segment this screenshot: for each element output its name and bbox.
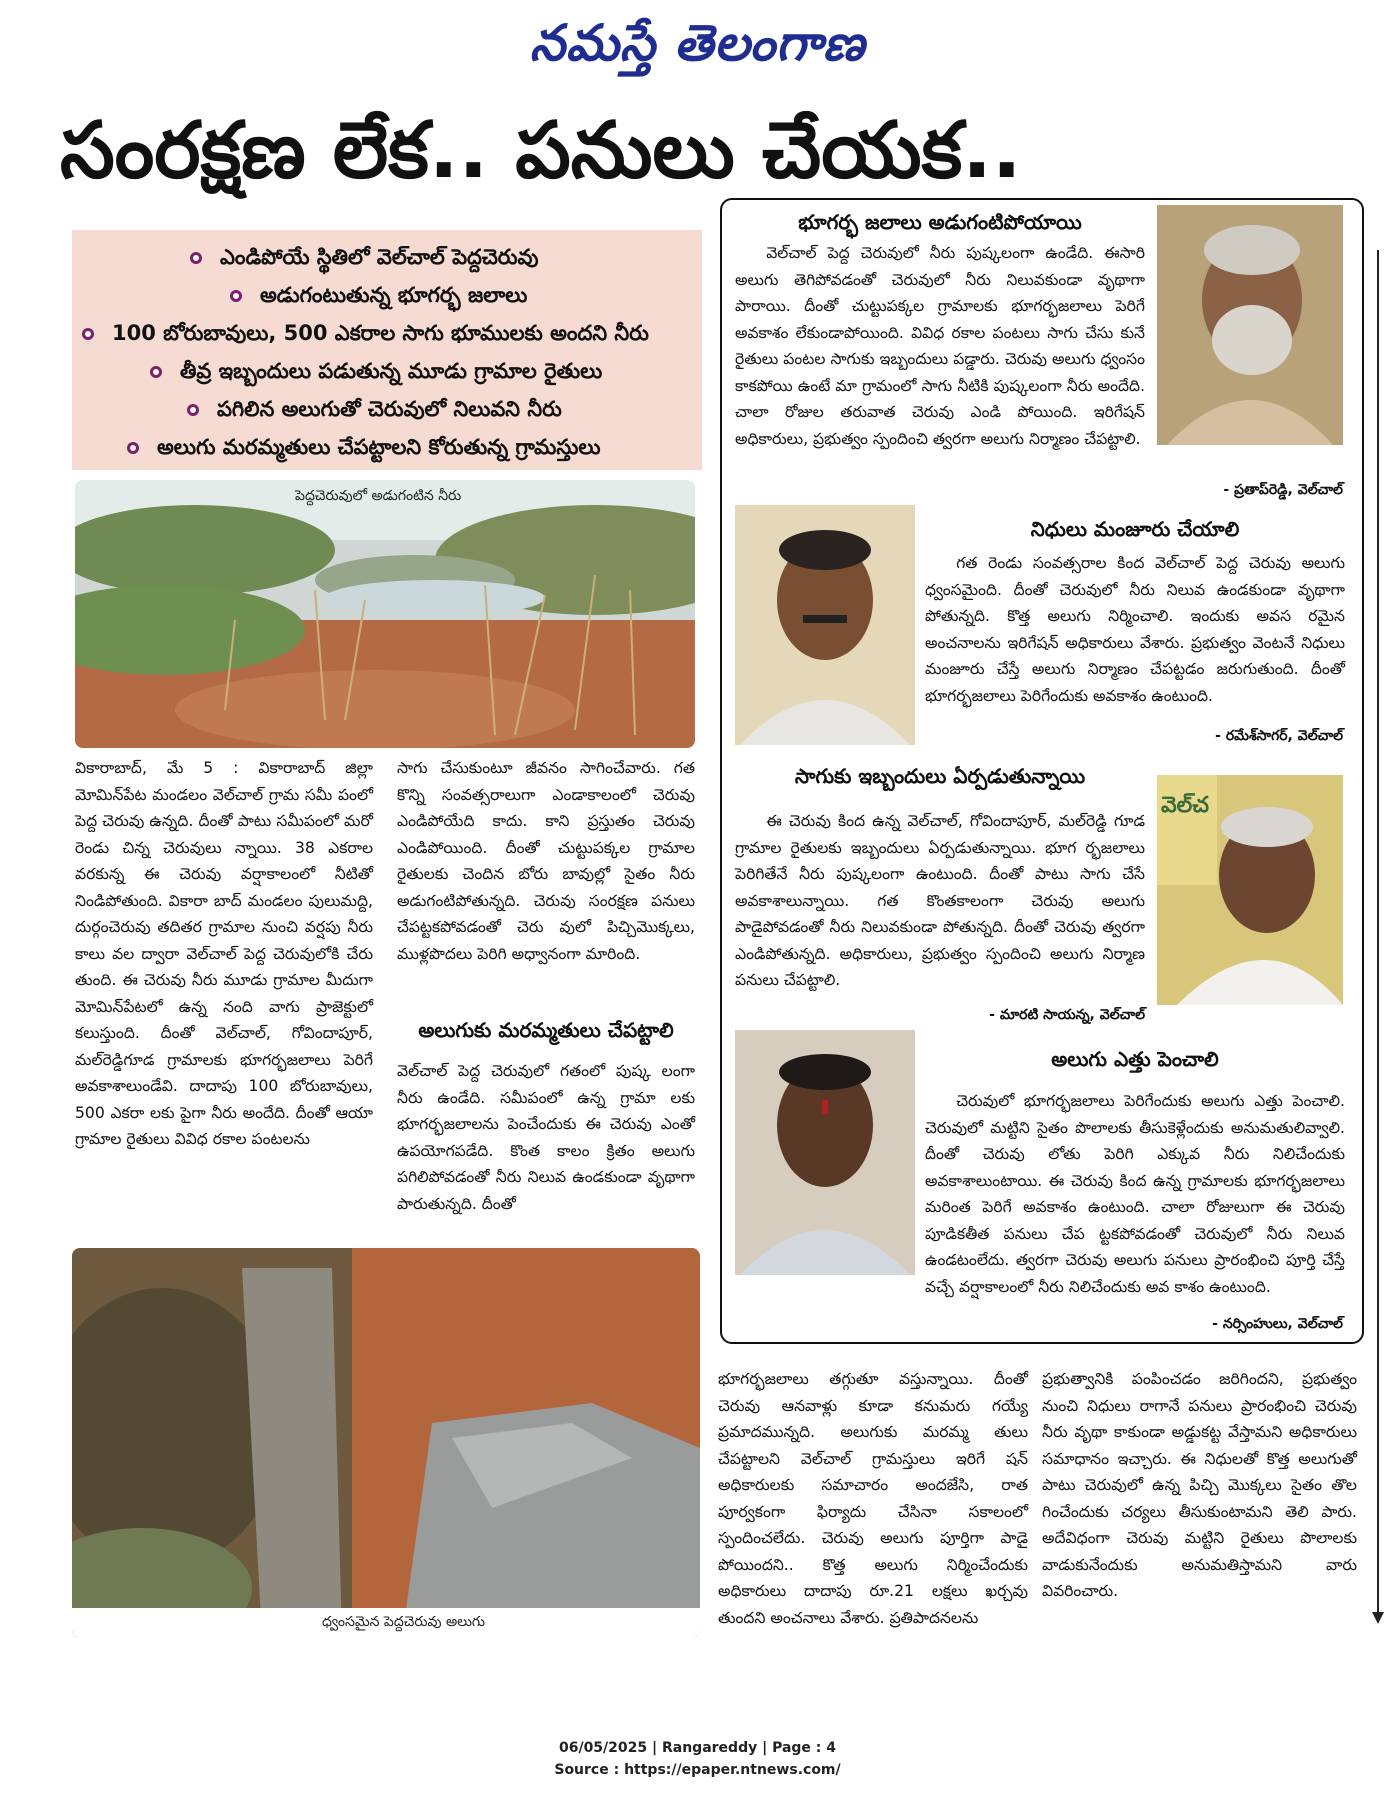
- photo-caption: ధ్వంసమైన పెద్దచెరువు అలుగు: [322, 1614, 485, 1630]
- article-column-1: వికారాబాద్, మే 5 : వికారాబాద్ జిల్లా మోమిన్‌పేట మండలం వెల్‌చాల్ గ్రామ సమీ పంలో పెద్ద చెరువు ఉన్నది. దీంతో పాటు సమీపంలో మరో రెండు చిన్న చెరువులు న్నాయి. 38 ఎకరాల వరకున్న ఈ చెరువు వర్షాకాలంలో నీటితో నిండిపోతుంది. వికారా బాద్ మండలం పులుమద్ది, దుర్గంచెరువు తదితర గ్రామాల నుంచి వర్షపు నీరు కాలు వల ద్వారా వెల్‌చాల్ పెద్ద చెరువులోకి చేరు తుంది. ఈ చెరువు నీరు మూడు గ్రామాల మీదుగా మోమిన్‌పేటలో ఉన్న నంది వాగు ప్రాజెక్టులో కలుస్తుంది. దీంతో వెల్‌చాల్, గోవిందాపూర్, మల్‌రెడ్డిగూడ గ్రామాలకు భూగర్భజలాలు పెరిగే అవకాశాలుండేవి. దాదాపు 100 బోరుబావులు, 500 ఎకరా లకు పైగా నీరు అందేది. దీంతో ఆయా గ్రామాల రైతులు వివిధ రకాల పంటలను: [75, 759, 373, 1148]
- masthead-logo: నమస్తే తెలంగాణ: [529, 14, 866, 72]
- person-photo: [1157, 205, 1343, 445]
- highlight-item: 100 బోరుబావులు, 500 ఎకరాల సాగు భూములకు అందని నీరు: [72, 314, 702, 352]
- damaged-weir-image: [72, 1248, 700, 1638]
- article-column-2b: వెల్‌చాల్ పెద్ద చెరువులో గతంలో పుష్క లంగా నీరు ఉండేది. సమీపంలో ఉన్న గ్రామా లకు భూగర్భజలాలను పెంచేందుకు ఈ చెరువు ఎంతో ఉపయోగపడేది. కొంత కాలం క్రితం అలుగు పగిలిపోవడంతో నీరు నిలువ ఉండకుండా వృథాగా పారుతున్నది. దీంతో: [397, 1062, 695, 1213]
- subheading-repairs: అలుగుకు మరమ్మతులు చేపట్టాలి: [418, 1018, 674, 1042]
- continuation-rule: [1377, 250, 1379, 1620]
- quote-title-2: నిధులు మంజూరు చేయాలి: [1030, 517, 1240, 541]
- byline-4: - నర్సింహులు, వెల్‌చాల్: [1212, 1316, 1343, 1332]
- article-column-4: ప్రభుత్వానికి పంపించడం జరిగిందని, ప్రభుత్వం నుంచి నిధులు రాగానే పనులు ప్రారంభించి చెరువు నీరు వృథా కాకుండా అడ్డుకట్ట వేస్తామని అధికారులు సమాధానం ఇచ్చారు. ఈ నిధులతో కొత్త అలుగుతో పాటు చెరువులో ఉన్న పిచ్చి మొక్కలు సైతం తొల గించేందుకు చర్యలు తీసుకుంటామని తెలి పారు. అదేవిధంగా చెరువు మట్టిని రైతులు పొలాలకు వాడుకునేందుకు అనుమతిస్తామని వారు వివరించారు.: [1042, 1370, 1357, 1600]
- dry-lake-image: [75, 480, 695, 748]
- byline-2: - రమేశ్‌సాగర్, వెల్‌చాల్: [1215, 728, 1343, 744]
- quote-text-4: చెరువులో భూగర్భజలాలు పెరిగేందుకు అలుగు ఎత్తు పెంచాలి. చెరువులో మట్టిని సైతం పొలాలకు తీసుకెళ్లేందుకు అనుమతులివ్వాలి. దీంతో చెరువు లోతు పెరిగి ఎక్కువ నీరు నిలిచేందుకు అవకాశాలుంటాయి. ఈ చెరువు కింద ఉన్న గ్రామాలకు భూగర్భజలాలు మరింత పెరిగే అవకాశం ఉంటుంది. చాలా రోజులుగా ఈ చెరువు పూడికతీత పనులు చేప ట్టకపోవడంతో చెరువులో నీరు నిలువ ఉండటంలేదు. త్వరగా చెరువు అలుగు పనులు ప్రారంభించి పూర్తి చేస్తే వచ్చే వర్షాకాలంలో నీరు నిలిచేందుకు అవ కాశం ఉంటుంది.: [925, 1092, 1345, 1296]
- bullet-icon: [187, 404, 199, 416]
- shop-sign: వెల్‌చ: [1161, 793, 1209, 818]
- highlights-box: [72, 230, 702, 470]
- dry-lake-photo: [75, 480, 695, 748]
- damaged-weir-photo: [72, 1248, 700, 1638]
- quote-title-4: అలుగు ఎత్తు పెంచాలి: [1051, 1047, 1219, 1071]
- article-column-2: సాగు చేసుకుంటూ జీవనం సాగించేవారు. గత కొన్ని సంవత్సరాలుగా ఎండాకాలంలో చెరువు ఎండిపోయేది కాదు. కాని ప్రస్తుతం చెరువు ఎండిపోయింది. దీంతో చుట్టుపక్కల గ్రామాల రైతులకు చెందిన బోరు బావుల్లో సైతం నీరు అడుగంటిపోతున్నది. చెరువు సంరక్షణ పనులు చేపట్టకపోవడంతో చెరు వులో పిచ్చిమొక్కలు, ముళ్లపొదలు పెరిగి అధ్వానంగా మారింది.: [397, 759, 695, 963]
- bullet-icon: [127, 442, 139, 454]
- bullet-icon: [82, 328, 94, 340]
- quote-text-3: ఈ చెరువు కింద ఉన్న వెల్‌చాల్, గోవిందాపూర్, మల్‌రెడ్డి గూడ గ్రామాల రైతులకు ఇబ్బందులు ఏర్పడుతున్నాయి. భూగ ర్భజలాలు పెరిగితేనే నీరు పుష్కలంగా ఉంటుంది. దీంతో పాటు సాగు చేసే అవకాశాలున్నాయి. గత కొంతకాలంగా చెరువు అలుగు పాడైపోవడంతో నీరు నిలువకుండా పోతున్నది. దీంతో చెరువు త్వరగా ఎండిపోతున్నది. అధికారులు, ప్రభుత్వం స్పందించి అలుగు నిర్మాణ పనులు చేపట్టాలి.: [735, 812, 1145, 989]
- quote-title-1: భూగర్భ జలాలు అడుగంటిపోయాయి: [798, 210, 1082, 234]
- highlight-item: అడుగంటుతున్న భూగర్భ జలాలు: [72, 276, 702, 314]
- footer-date-edition: 06/05/2025 | Rangareddy | Page : 4: [558, 1740, 837, 1756]
- photo-caption: పెద్దచెరువులో అడుగంటిన నీరు: [295, 488, 462, 504]
- portrait-prathap-reddy: [1157, 205, 1343, 445]
- headline: సంరక్షణ లేక.. పనులు చేయక..: [60, 106, 1022, 196]
- down-arrow-icon: [1372, 1612, 1384, 1624]
- portrait-marati-sayanna: [1157, 775, 1343, 1005]
- person-photo: [735, 505, 915, 745]
- quote-text-2: గత రెండు సంవత్సరాల కింద వెల్‌చాల్ పెద్ద చెరువు అలుగు ధ్వంసమైంది. దీంతో చెరువులో నీరు నిలువ ఉండకుండా వృథాగా పోతున్నది. కొత్త అలుగు నిర్మించాలి. ఇందుకు అవస రమైన అంచనాలను ఇరిగేషన్ అధికారులు వేశారు. ప్రభుత్వం వెంటనే నిధులు మంజూరు చేస్తే అలుగు నిర్మాణం చేపట్టడం జరుగుతుంది. దీంతో భూగర్భజలాలు పెరిగేందుకు అవకాశం ఉంటుంది.: [925, 554, 1345, 705]
- highlight-item: అలుగు మరమ్మతులు చేపట్టాలని కోరుతున్న గ్రామస్తులు: [72, 428, 702, 466]
- person-photo: [735, 1030, 915, 1275]
- highlight-item: ఎండిపోయే స్థితిలో వెల్‌చాల్ పెద్దచెరువు: [72, 238, 702, 276]
- bullet-icon: [150, 366, 162, 378]
- quote-title-3: సాగుకు ఇబ్బందులు ఏర్పడుతున్నాయి: [794, 764, 1086, 788]
- bullet-icon: [230, 290, 242, 302]
- portrait-ramesh-sagar: [735, 505, 915, 745]
- bullet-icon: [190, 252, 202, 264]
- byline-3: - మారటి సాయన్న, వెల్‌చాల్: [989, 1007, 1145, 1023]
- highlight-item: తీవ్ర ఇబ్బందులు పడుతున్న మూడు గ్రామాల రైతులు: [72, 352, 702, 390]
- footer-source: Source : https://epaper.ntnews.com/: [554, 1762, 841, 1778]
- byline-1: - ప్రతాప్‌రెడ్డి, వెల్‌చాల్: [1223, 482, 1343, 498]
- highlight-item: పగిలిన అలుగుతో చెరువులో నిలువని నీరు: [72, 390, 702, 428]
- article-column-3: భూగర్భజలాలు తగ్గుతూ వస్తున్నాయి. దీంతో చెరువు ఆనవాళ్లు కూడా కనుమరు గయ్యే ప్రమాదమున్నది. అలుగుకు మరమ్మ తులు చేపట్టాలని వెల్‌చాల్ గ్రామస్తులు ఇరిగే షన్ అధికారులకు సమాచారం అందజేసి, రాత పూర్వకంగా ఫిర్యాదు చేసినా సకాలంలో స్పందించలేదు. చెరువు అలుగు పూర్తిగా పాడై పోయిందని.. కొత్త అలుగు నిర్మించేందుకు అధికారులు దాదాపు రూ.21 లక్షలు ఖర్చవు తుందని అంచనాలు వేశారు. ప్రతిపాదనలను: [718, 1370, 1028, 1627]
- quote-text-1: వెల్‌చాల్ పెద్ద చెరువులో నీరు పుష్కలంగా ఉండేది. ఈసారి అలుగు తెగిపోవడంతో చెరువులో నీరు నిలువకుండా వృథాగా పారాయి. దీంతో చుట్టుపక్కల గ్రామాలకు భూగర్భజలాలు పెరిగే అవకాశం లేకుండాపోయింది. వివిధ రకాల పంటలు సాగు చేసు కునే రైతులు పంటల సాగుకు ఇబ్బందులు పడ్డారు. చెరువు అలుగు ధ్వంసం కాకపోయి ఉంటే మా గ్రామంలో సాగు నీటికి పుష్కలంగా నీరు అందేది. చాలా రోజుల తరువాత చెరువు ఎండి పోయింది. ఇరిగేషన్ అధికారులు, ప్రభుత్వం స్పందించి త్వరగా అలుగు నిర్మాణం చేపట్టాలి.: [735, 244, 1145, 448]
- portrait-narsimhulu: [735, 1030, 915, 1275]
